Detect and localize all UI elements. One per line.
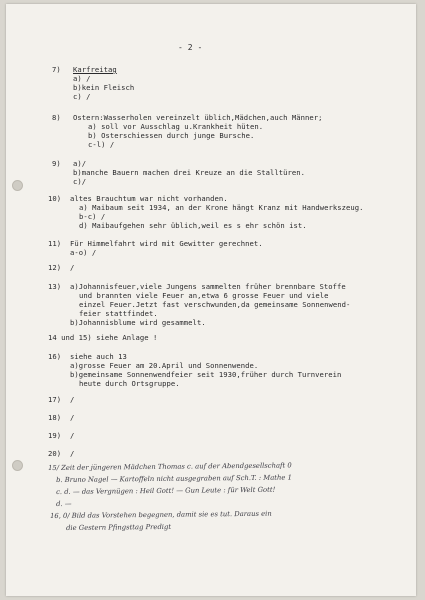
item-20-line: /: [70, 449, 75, 458]
item-7-number: 7): [52, 65, 61, 74]
item-13-line: b)Johannisblume wird gesammelt.: [70, 318, 206, 327]
item-13-number: 13): [48, 282, 62, 291]
item-13-line: feier stattfindet.: [79, 309, 158, 318]
item-16-line: siehe auch 13: [70, 352, 127, 361]
item-13-line: einzel Feuer.Jetzt fast verschwunden,da gemeinsame Sonnenwend-: [79, 300, 351, 309]
page-number: - 2 -: [178, 43, 203, 52]
punch-hole: [12, 460, 23, 471]
item-11-number: 11): [48, 239, 62, 248]
item-17-number: 17): [48, 395, 62, 404]
handwritten-note: b. Bruno Nagel — Kartoffeln nicht ausgegraben auf Sch.T. : Mathe 1: [56, 473, 292, 484]
item-9-line: a)/: [73, 159, 87, 168]
item-8-line: Ostern:Wasserholen vereinzelt üblich,Mädchen,auch Männer;: [73, 113, 323, 122]
item-12-line: /: [70, 263, 75, 272]
item-16-line: b)gemeinsame Sonnenwendfeier seit 1930,früher durch Turnverein: [70, 370, 342, 379]
item-7-line: a) /: [73, 74, 91, 83]
item-8-number: 8): [52, 113, 61, 122]
item-9-line: c)/: [73, 177, 87, 186]
item-13-line: a)Johannisfeuer,viele Jungens sammelten früher brennbare Stoffe: [70, 282, 346, 291]
item-7-line: b)kein Fleisch: [73, 83, 135, 92]
handwritten-note: c. d. — das Vergnügen : Heil Gott! — Gun Leute : für Welt Gott!: [56, 485, 276, 496]
item-8-line: c-l) /: [88, 140, 115, 149]
item-8-line: a) soll vor Ausschlag u.Krankheit hüten.: [88, 122, 264, 131]
item-19-line: /: [70, 431, 75, 440]
handwritten-note: d. —: [56, 499, 72, 508]
item-16-line: heute durch Ortsgruppe.: [79, 379, 180, 388]
item-19-number: 19): [48, 431, 62, 440]
item-11-line: a-o) /: [70, 248, 97, 257]
handwritten-note: 15/ Zeit der jüngeren Mädchen Thomas c. auf der Abendgesellschaft 0: [48, 461, 292, 472]
item-7-line: c) /: [73, 92, 91, 101]
handwritten-note: 16, 0/ Bild das Vorstehen begegnen, damit sie es tut. Daraus ein: [50, 509, 272, 520]
document-page: [6, 4, 416, 596]
item-9-line: b)manche Bauern machen drei Kreuze an die Stalltüren.: [73, 168, 305, 177]
item-18-number: 18): [48, 413, 62, 422]
item-14-15-line: 14 und 15) siehe Anlage !: [48, 333, 158, 342]
item-13-line: und brannten viele Feuer an,etwa 6 grosse Feuer und viele: [79, 291, 329, 300]
item-16-number: 16): [48, 352, 62, 361]
item-10-line: a) Maibaum seit 1934, an der Krone hängt Kranz mit Handwerkszeug.: [79, 203, 364, 212]
item-10-number: 10): [48, 194, 62, 203]
handwritten-note: die Gestern Pfingsttag Predigt: [66, 522, 172, 532]
item-10-line: d) Maibaufgehen sehr üblich,weil es s ehr schön ist.: [79, 221, 307, 230]
item-8-line: b) Osterschiessen durch junge Bursche.: [88, 131, 255, 140]
item-20-number: 20): [48, 449, 62, 458]
item-18-line: /: [70, 413, 75, 422]
punch-hole: [12, 180, 23, 191]
item-11-line: Für Himmelfahrt wird mit Gewitter gerechnet.: [70, 239, 263, 248]
item-16-line: a)grosse Feuer am 20.April und Sonnenwende.: [70, 361, 259, 370]
item-9-number: 9): [52, 159, 61, 168]
item-17-line: /: [70, 395, 75, 404]
item-10-line: altes Brauchtum war nicht vorhanden.: [70, 194, 228, 203]
item-7-title: Karfreitag: [73, 65, 117, 74]
item-10-line: b-c) /: [79, 212, 106, 221]
item-12-number: 12): [48, 263, 62, 272]
